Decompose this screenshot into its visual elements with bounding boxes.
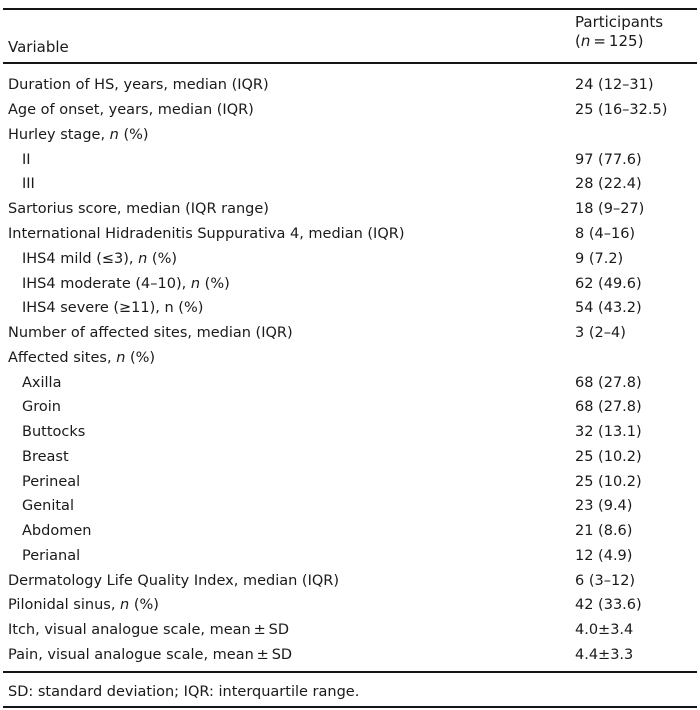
row-value: 23 (9.4) [575,498,633,515]
row-label: International Hidradenitis Suppurativa 4, median (IQR) [8,225,405,242]
table-footnote: SD: standard deviation; IQR: interquartile range. [8,684,360,700]
table-row [0,643,700,668]
table-footnote-rule [3,671,697,673]
row-value: 21 (8.6) [575,523,633,540]
table-row [0,494,700,519]
row-label: IHS4 moderate (4–10), n (%) [22,275,230,292]
table-row [0,172,700,197]
row-value: 12 (4.9) [575,547,633,564]
row-label: Abdomen [22,523,92,540]
row-label: IHS4 severe (≥11), n (%) [22,300,204,317]
row-value: 54 (43.2) [575,300,642,317]
row-label: Axilla [22,374,62,391]
table-row [0,593,700,618]
table-top-rule [3,8,697,10]
column-header-variable: Variable [8,38,69,56]
participants-header-line1: Participants [575,13,664,31]
table-body [0,66,700,667]
row-value: 4.0±3.4 [575,622,634,639]
table-row [0,123,700,148]
row-label: IHS4 mild (≤3), n (%) [22,250,178,267]
table-header-rule [3,62,697,64]
row-value: 9 (7.2) [575,250,624,267]
row-label: Breast [22,448,69,465]
row-label: Itch, visual analogue scale, mean ± SD [8,622,290,639]
row-label: Affected sites, n (%) [8,349,156,366]
table-row [0,246,700,271]
row-label: Pilonidal sinus, n (%) [8,597,159,614]
table-row [0,345,700,370]
row-value: 4.4±3.3 [575,646,634,663]
table-row [0,370,700,395]
row-value: 25 (10.2) [575,448,642,465]
row-label: Duration of HS, years, median (IQR) [8,77,269,94]
row-value: 68 (27.8) [575,374,642,391]
row-label: Groin [22,399,61,416]
table-row [0,469,700,494]
row-value: 68 (27.8) [575,399,642,416]
row-value: 97 (77.6) [575,151,642,168]
table-row [0,73,700,98]
row-label: III [22,176,35,193]
table-row [0,519,700,544]
row-label: Perianal [22,547,81,564]
table-row [0,296,700,321]
table-row [0,222,700,247]
row-label: Buttocks [22,424,86,441]
row-value: 24 (12–31) [575,77,654,94]
row-value: 6 (3–12) [575,572,636,589]
row-value: 25 (16–32.5) [575,102,668,119]
table-row [0,618,700,643]
row-label: Perineal [22,473,81,490]
row-label: Genital [22,498,74,515]
row-value: 42 (33.6) [575,597,642,614]
row-label: Hurley stage, n (%) [8,126,149,143]
column-header-participants [575,13,663,51]
row-label: Sartorius score, median (IQR range) [8,201,269,218]
row-value: 3 (2–4) [575,325,626,342]
table-bottom-rule [3,706,697,708]
table-row [0,568,700,593]
table-row [0,147,700,172]
participants-header-line2: (n = 125) [575,32,644,50]
row-label: II [22,151,31,168]
table-row [0,395,700,420]
row-value: 62 (49.6) [575,275,642,292]
table-row [0,271,700,296]
row-label: Pain, visual analogue scale, mean ± SD [8,646,293,663]
row-value: 28 (22.4) [575,176,642,193]
row-label: Age of onset, years, median (IQR) [8,102,254,119]
table-row [0,321,700,346]
table-row [0,544,700,569]
row-label: Dermatology Life Quality Index, median (IQR) [8,572,339,589]
table-row [0,98,700,123]
table-row [0,420,700,445]
row-value: 25 (10.2) [575,473,642,490]
row-label: Number of affected sites, median (IQR) [8,325,293,342]
row-value: 32 (13.1) [575,424,642,441]
table-row [0,444,700,469]
row-value: 8 (4–16) [575,225,636,242]
table-row [0,197,700,222]
row-value: 18 (9–27) [575,201,645,218]
